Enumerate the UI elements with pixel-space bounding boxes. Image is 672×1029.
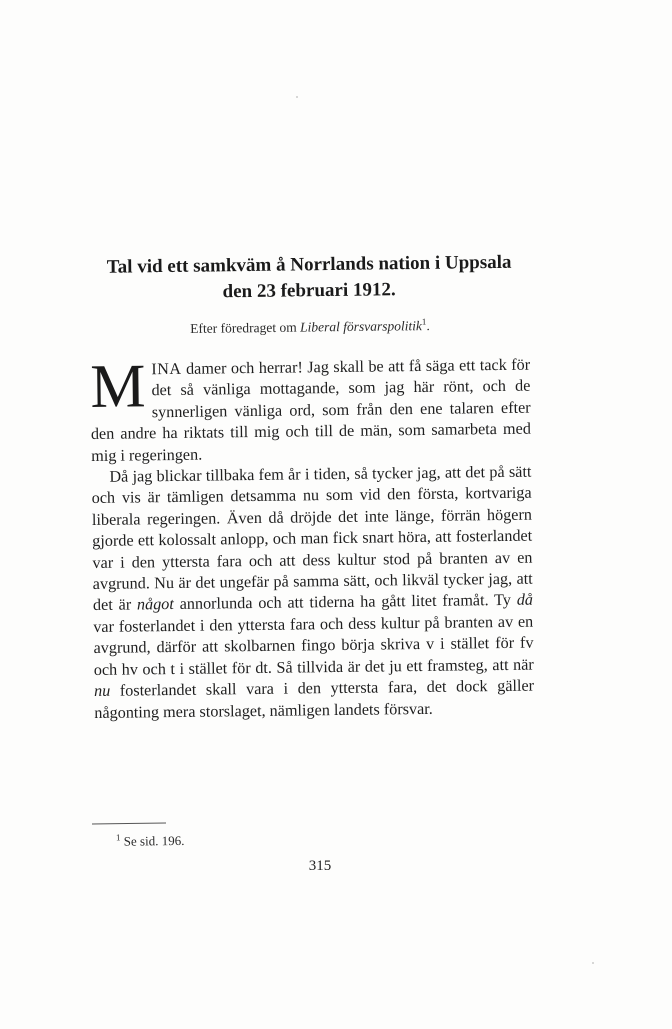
chapter-subtitle — [90, 315, 530, 338]
footnote-mark: 1 — [115, 832, 121, 843]
paragraph-2-part-b: annorlunda och att tiderna ha gått litet framåt. Ty — [173, 591, 517, 614]
drop-cap: M — [89, 352, 146, 421]
footnote-text: Se sid. 196. — [120, 832, 185, 849]
paragraph-2-emphasis-2: då — [516, 591, 534, 610]
footnote-divider — [92, 823, 166, 825]
subtitle-footnote-mark: 1 — [421, 316, 427, 327]
paragraph-2-part-c: var fosterlandet i den yttersta fara och dess kultur på branten av en avgrund, därför att skolbarnen fingo börja skriva v i stället för fv och hv och t i stället för dt. Så tillvida är det ju ett framsteg, att när — [93, 612, 534, 679]
footnote — [116, 832, 185, 850]
paragraph-2-emphasis-3: nu — [93, 681, 111, 701]
print-speck — [296, 96, 298, 98]
chapter-title-line-1: Tal vid ett samkväm å Norrlands nation i Uppsala — [106, 251, 512, 278]
paragraph-2-part-d: fosterlandet skall vara i den yttersta fara, det dock gäller någonting mera storslaget, nämligen landets försvar. — [94, 676, 535, 722]
paragraph-2-part-a: Då jag blickar tillbaka fem år i tiden, så tycker jag, att det på sätt och vis är tämligen detsamma nu som vid den första, kortvariga liberala regeringen. Även då dröjde det inte länge, förrän högern gjorde ett kolossalt anlopp, och man fick snart höra, att fosterlandet var i den yttersta fara och att dess kultur stod på branten av en avgrund. Nu är det ungefär på samma sätt, och likväl tycker jag, att det är — [91, 462, 533, 615]
chapter-heading — [84, 251, 534, 307]
subtitle-suffix: . — [426, 318, 430, 334]
body-text — [89, 352, 535, 724]
paragraph-1-small-caps: INA — [151, 359, 182, 379]
subtitle-prefix: Efter föredraget om — [190, 319, 301, 336]
page-number: 315 — [308, 858, 332, 874]
subtitle-italic: Liberal försvarspolitik — [299, 318, 423, 335]
paragraph-2-emphasis-1: något — [136, 595, 174, 614]
paragraph-1 — [89, 352, 531, 467]
paragraph-1-text: damer och herrar! Jag skall be att få säga ett tack för det så vänliga mottagande, som jag här rönt, och de synnerligen vänliga ord, som från den ene talaren efter den andre ha riktats till mig och till de män, som samarbeta med mig i regeringen. — [90, 355, 531, 465]
chapter-title-line-2: den 23 februari 1912. — [222, 279, 396, 303]
paragraph-2 — [91, 462, 534, 724]
print-speck — [592, 962, 594, 964]
